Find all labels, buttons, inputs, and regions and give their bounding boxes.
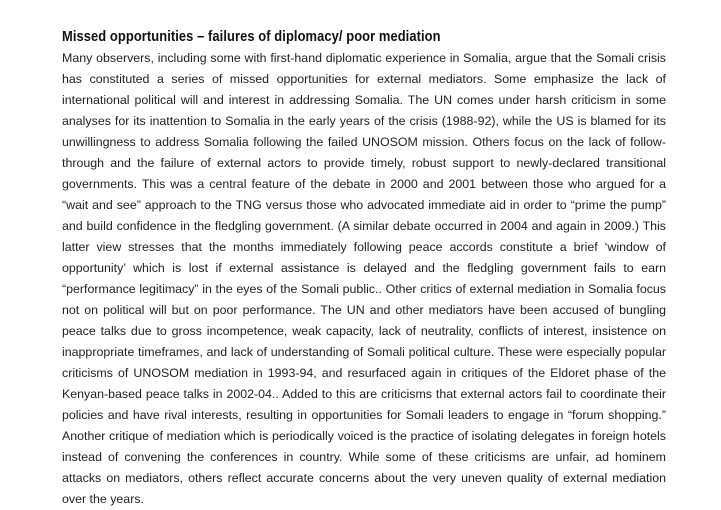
section-paragraph: Many observers, including some with first-hand diplomatic experience in Somalia, argue that the Somali crisis has constituted a series of missed opportunities for external mediators. Some emphasize the lack of international political will and interest in addressing Somalia. The UN comes under harsh criticism in some analyses for its inattention to Somalia in the early years of the crisis (1988-92), while the US is blamed for its unwillingness to address Somalia following the failed UNOSOM mission. Others focus on the lack of follow-through and the failure of external actors to provide timely, robust support to newly-declared transitional governments. This was a central feature of the debate in 2000 and 2001 between those who argued for a “wait and see” approach to the TNG versus those who advocated immediate aid in order to “prime the pump” and build confidence in the fledgling government. (A similar debate occurred in 2004 and again in 2009.) This latter view stresses that the months immediately following peace accords constitute a brief ‘window of opportunity’ which is lost if external assistance is delayed and the fledgling government fails to earn “performance legitimacy” in the eyes of the Somali public.. Other critics of external mediation in Somalia focus not on political will but on poor performance. The UN and other mediators have been accused of bungling peace talks due to gross incompetence, weak capacity, lack of neutrality, conflicts of interest, insistence on inappropriate timeframes, and lack of understanding of Somali political culture. These were especially popular criticisms of UNOSOM mediation in 1993-94, and resurfaced again in critiques of the Eldoret phase of the Kenyan-based peace talks in 2002-04.. Added to this are criticisms that external actors fail to coordinate their policies and have rival interests, resulting in opportunities for Somali leaders to engage in “forum shopping.” Another critique of mediation which is periodically voiced is the practice of isolating delegates in foreign hotels instead of convening the conferences in country. While some of these criticisms are unfair, ad hominem attacks on mediators, others reflect accurate concerns about the very uneven quality of external mediation over the years. xyxy=(62,51,666,506)
document-section xyxy=(62,28,666,510)
section-heading: Missed opportunities – failures of diplomacy/ poor mediation xyxy=(62,28,441,45)
